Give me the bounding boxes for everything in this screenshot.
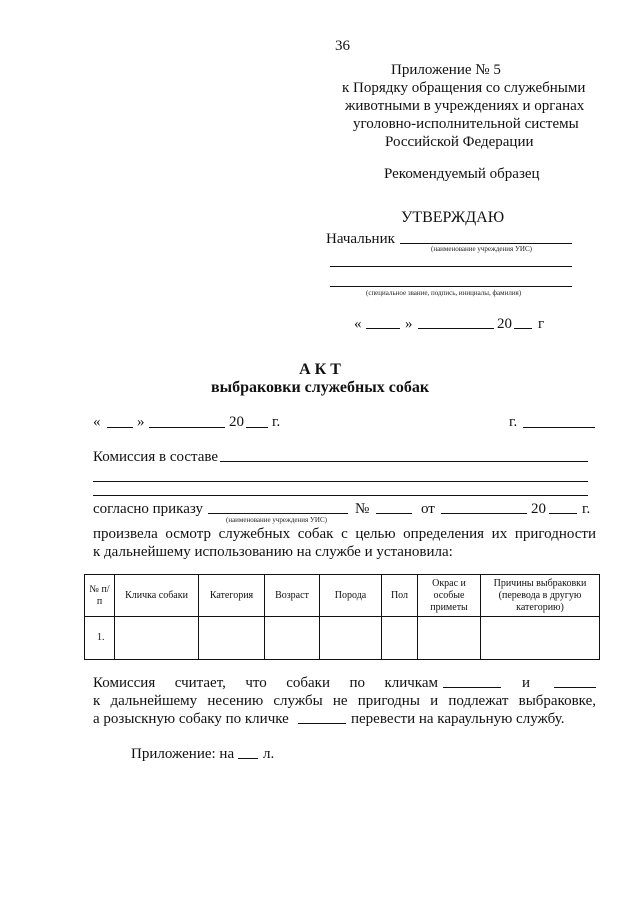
act-year-line[interactable]	[246, 427, 268, 428]
act-date-close: »	[137, 414, 145, 430]
approve-heading: УТВЕРЖДАЮ	[401, 209, 505, 226]
cell-category[interactable]	[199, 617, 265, 660]
city-line[interactable]	[523, 427, 595, 428]
attachment-suffix: л.	[263, 746, 275, 762]
col-header-color: Окрас и особые приметы	[418, 575, 481, 617]
cell-sex[interactable]	[382, 617, 418, 660]
approve-day-line[interactable]	[366, 328, 400, 329]
conclusion-and: и	[522, 675, 531, 691]
dogs-table	[84, 574, 600, 660]
signature-line[interactable]	[330, 286, 572, 287]
approve-month-line[interactable]	[418, 328, 494, 329]
inspection-line-2: к дальнейшему использованию на службе и установила:	[93, 544, 453, 560]
order-number-label: №	[355, 501, 370, 517]
commission-label: Комиссия в составе	[93, 449, 219, 465]
cell-name[interactable]	[115, 617, 199, 660]
table-header-row	[85, 575, 600, 617]
col-header-age: Возраст	[265, 575, 320, 617]
order-year-prefix: 20	[531, 501, 546, 517]
dog-names-line-2[interactable]	[554, 687, 596, 688]
search-dog-name-line[interactable]	[298, 723, 346, 724]
appendix-line: уголовно-исполнительной системы	[353, 116, 579, 132]
order-year-suffix: г.	[582, 501, 591, 517]
cell-color[interactable]	[418, 617, 481, 660]
conclusion-line-2: к дальнейшему несению службы не пригодны и подлежат выбраковке,	[93, 693, 596, 709]
col-header-name: Кличка собаки	[115, 575, 199, 617]
chief-hint: (наименование учреждения УИС)	[431, 245, 532, 253]
conclusion-line-3b: перевести на караульную службу.	[351, 711, 565, 727]
chief-line[interactable]	[400, 243, 572, 244]
col-header-breed: Порода	[320, 575, 382, 617]
appendix-line: животными в учреждениях и органах	[345, 98, 585, 114]
col-header-number: № п/п	[85, 575, 115, 617]
commission-line[interactable]	[220, 461, 588, 462]
table-row	[85, 617, 600, 660]
order-from-label: от	[421, 501, 435, 517]
page-number: 36	[335, 38, 350, 54]
act-subtitle: выбраковки служебных собак	[210, 379, 430, 396]
order-hint: (наименование учреждения УИС)	[226, 516, 327, 524]
act-date-open: «	[93, 414, 101, 430]
act-year-prefix: 20	[229, 414, 244, 430]
act-month-line[interactable]	[149, 427, 225, 428]
act-year-suffix: г.	[272, 414, 281, 430]
order-institution-line[interactable]	[208, 513, 348, 514]
attachment-pages-line[interactable]	[238, 758, 258, 759]
order-label: согласно приказу	[93, 501, 204, 517]
act-title: А К Т	[299, 361, 341, 378]
appendix-title: Приложение № 5	[391, 62, 501, 78]
approve-date-open: «	[354, 316, 362, 332]
cell-breed[interactable]	[320, 617, 382, 660]
dog-names-line-1[interactable]	[443, 687, 501, 688]
approve-year-line[interactable]	[514, 328, 532, 329]
approve-date-close: »	[405, 316, 413, 332]
rank-line[interactable]	[330, 266, 572, 267]
col-header-sex: Пол	[382, 575, 418, 617]
cell-age[interactable]	[265, 617, 320, 660]
approve-year-suffix: г	[538, 316, 545, 332]
col-header-category: Категория	[199, 575, 265, 617]
order-year-line[interactable]	[549, 513, 577, 514]
conclusion-text-1: Комиссия считает, что собаки по кличкам	[93, 675, 438, 691]
signature-hint: (специальное звание, подпись, инициалы, фамилия)	[366, 289, 522, 297]
cell-reasons[interactable]	[481, 617, 600, 660]
inspection-line-1: произвела осмотр служебных собак с целью определения их пригодности	[93, 526, 596, 542]
order-number-line[interactable]	[376, 513, 412, 514]
city-label: г.	[509, 414, 518, 430]
commission-line-3[interactable]	[93, 495, 588, 496]
conclusion-line-3a: а розыскную собаку по кличке	[93, 711, 289, 727]
order-date-line[interactable]	[441, 513, 527, 514]
appendix-line: Российской Федерации	[385, 134, 534, 150]
recommended-sample: Рекомендуемый образец	[384, 166, 540, 182]
act-day-line[interactable]	[107, 427, 133, 428]
col-header-reasons: Причины выбраковки (перевода в другую категорию)	[481, 575, 600, 617]
commission-line-2[interactable]	[93, 481, 588, 482]
attachment-label: Приложение: на	[131, 746, 235, 762]
appendix-line: к Порядку обращения со служебными	[342, 80, 586, 96]
approve-year-prefix: 20	[497, 316, 512, 332]
chief-label: Начальник	[326, 231, 395, 247]
cell-number: 1.	[85, 617, 115, 660]
